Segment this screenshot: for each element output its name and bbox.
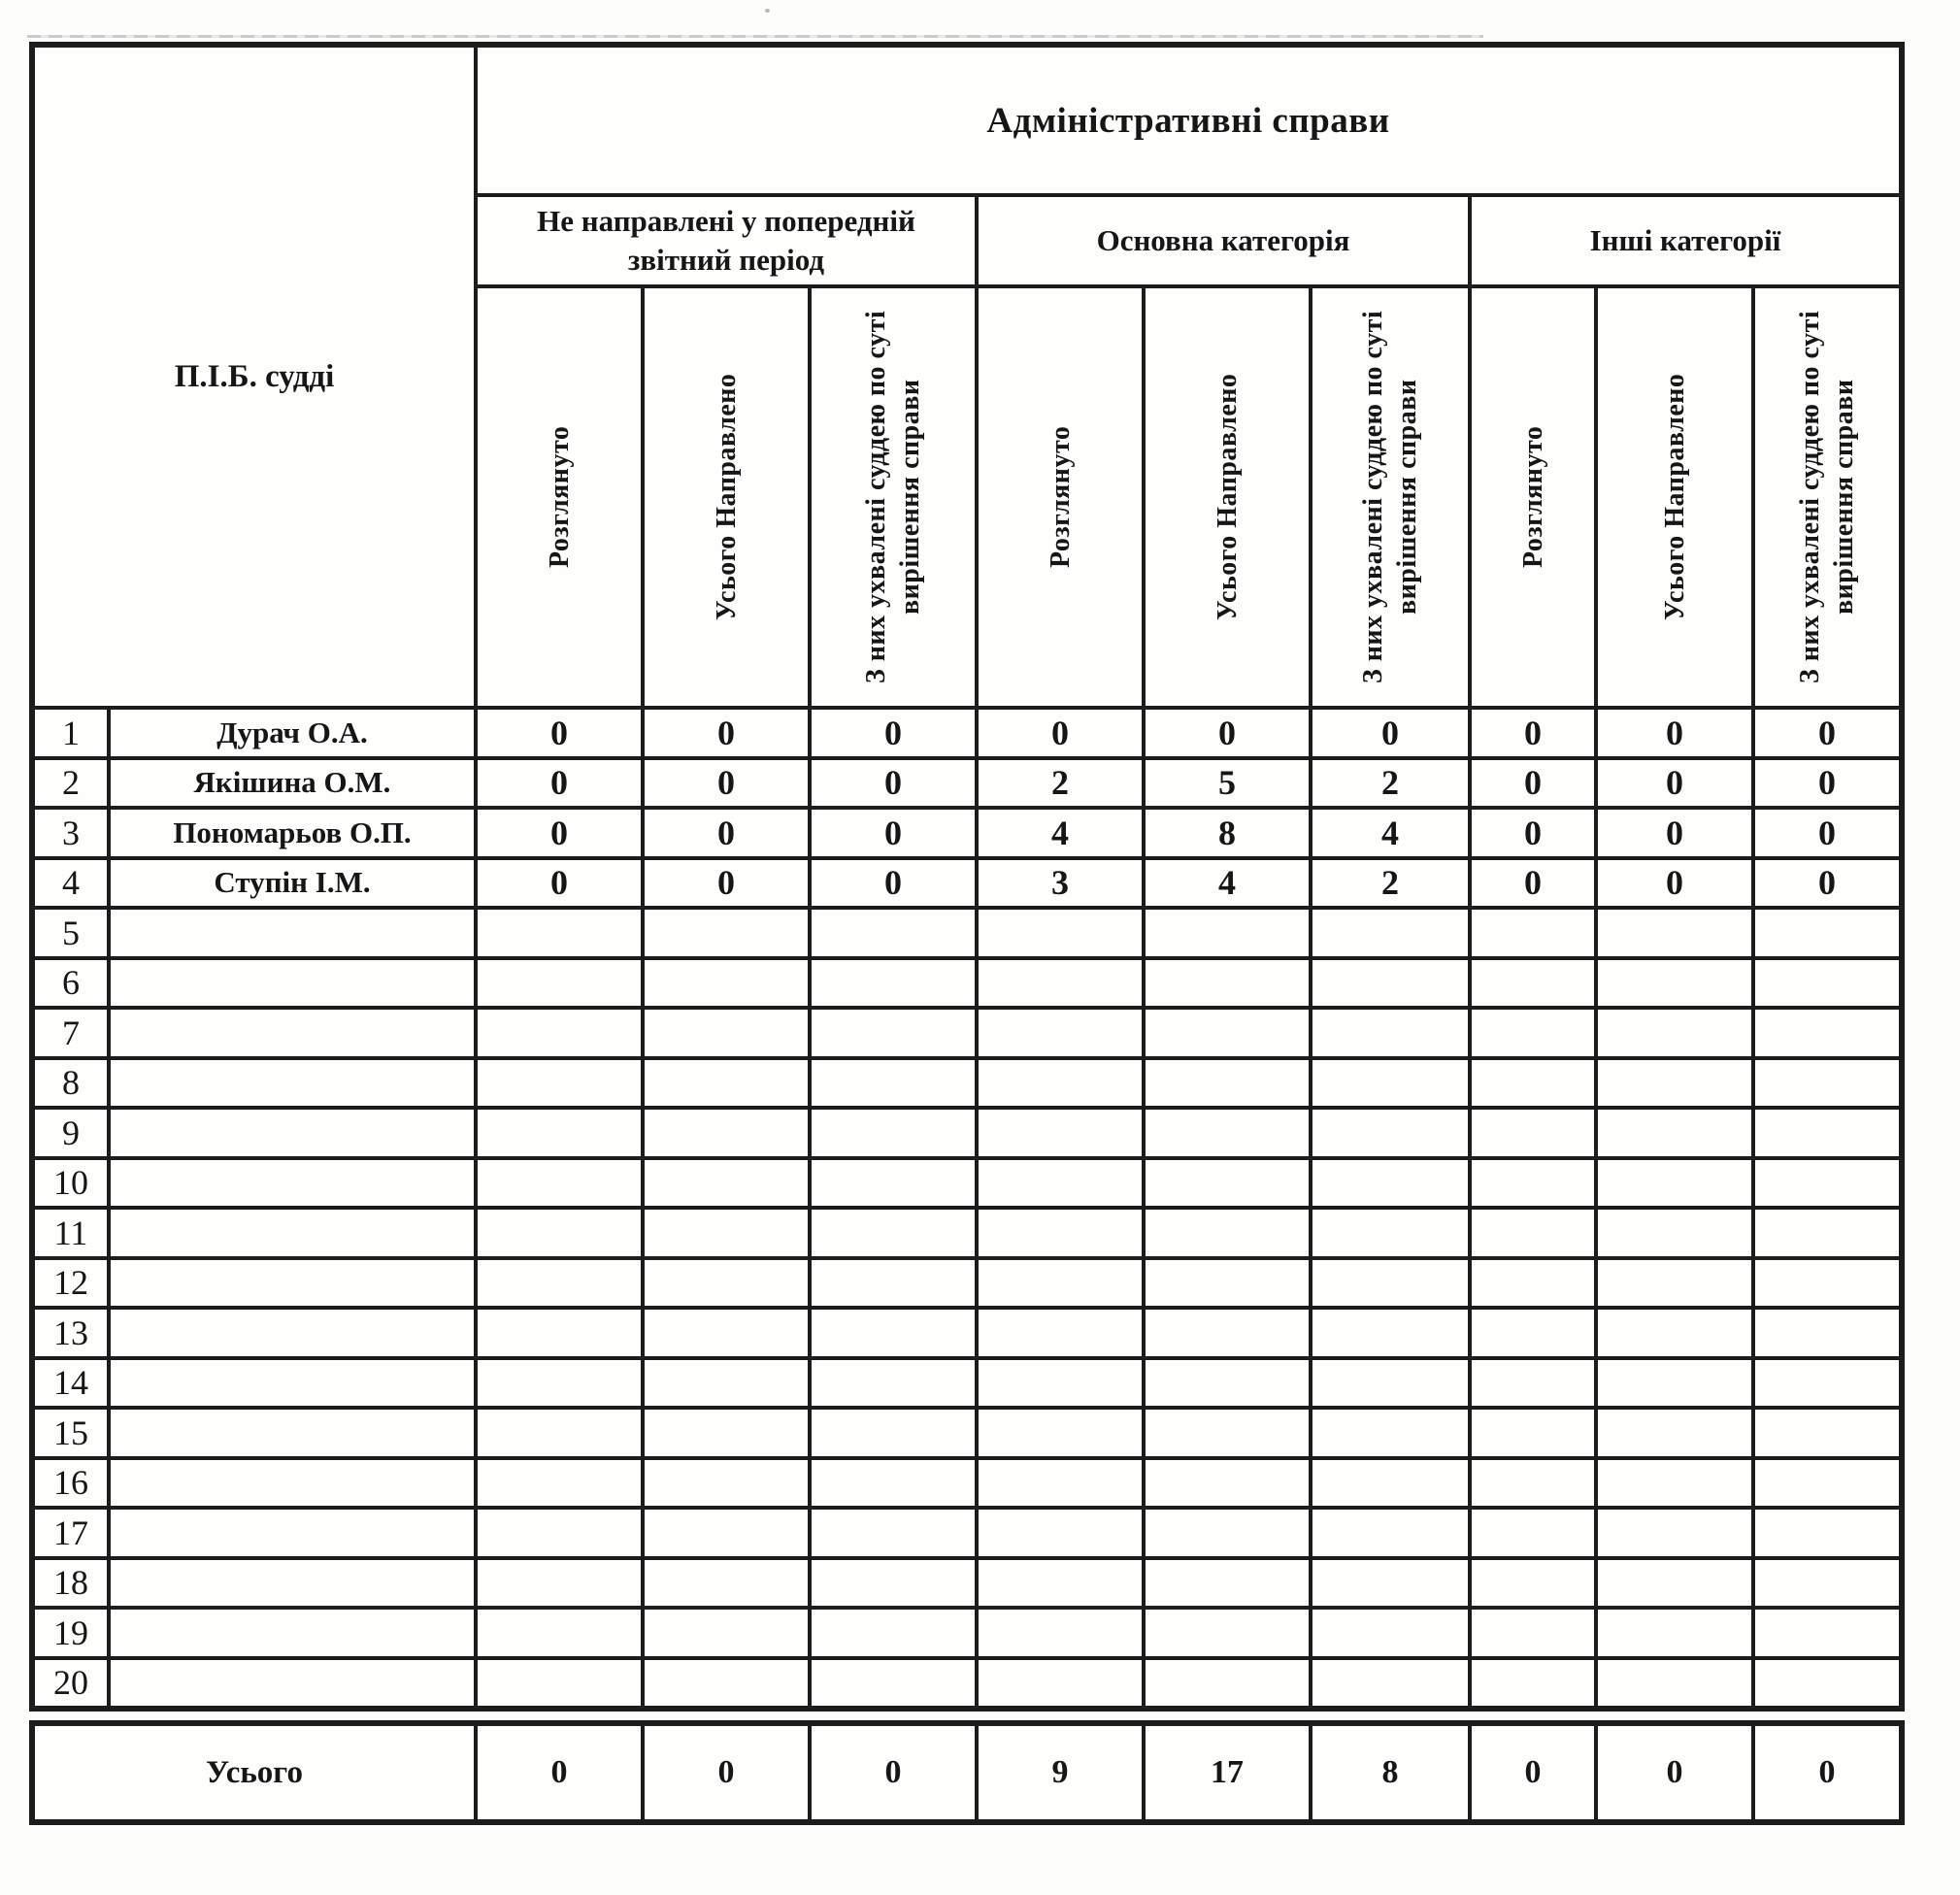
value-cell	[1312, 1360, 1468, 1407]
scan-artifact-speck	[765, 9, 770, 13]
value-cell	[979, 1110, 1142, 1156]
rotated-header-text: Усього Направлено	[1659, 373, 1690, 621]
value-cell	[979, 1410, 1142, 1456]
value-cell	[1472, 960, 1594, 1007]
value-cell	[478, 1560, 641, 1607]
value-cell	[1598, 910, 1751, 956]
value-cell	[1472, 1360, 1594, 1407]
value-cell	[1146, 1660, 1309, 1707]
value-cell	[1146, 1210, 1309, 1256]
value-cell	[1146, 1560, 1309, 1607]
value-cell	[1598, 1460, 1751, 1507]
value-cell	[979, 1060, 1142, 1107]
value-cell	[645, 1660, 808, 1707]
value-cell	[645, 1160, 808, 1207]
value-cell	[1146, 1360, 1309, 1407]
value-cell	[478, 1210, 641, 1256]
value-cell: 0	[478, 760, 641, 807]
value-cell	[645, 1010, 808, 1056]
row-number: 2	[35, 760, 107, 807]
row-number: 19	[35, 1610, 107, 1656]
value-cell	[1472, 1010, 1594, 1056]
judge-name	[111, 1060, 474, 1107]
statistics-table	[29, 42, 1905, 1712]
value-cell	[478, 1310, 641, 1356]
judge-name	[111, 1010, 474, 1056]
value-cell	[1755, 1260, 1899, 1307]
totals-value: 8	[1312, 1726, 1468, 1819]
value-cell	[812, 1560, 975, 1607]
row-number: 15	[35, 1410, 107, 1456]
value-cell: 4	[1146, 860, 1309, 907]
value-cell	[812, 1160, 975, 1207]
rotated-header-text: Усього Направлено	[711, 373, 742, 621]
value-cell	[1472, 1310, 1594, 1356]
value-cell	[1755, 1360, 1899, 1407]
row-number: 17	[35, 1510, 107, 1556]
value-cell	[812, 960, 975, 1007]
value-cell	[1598, 1360, 1751, 1407]
value-cell	[1472, 1560, 1594, 1607]
value-cell	[1312, 1460, 1468, 1507]
value-cell	[478, 960, 641, 1007]
value-cell	[1312, 1160, 1468, 1207]
value-cell	[1472, 1260, 1594, 1307]
judge-name	[111, 910, 474, 956]
row-number: 12	[35, 1260, 107, 1307]
value-cell	[1472, 1210, 1594, 1256]
value-cell	[478, 1610, 641, 1656]
value-cell	[979, 1160, 1142, 1207]
value-cell: 4	[1312, 810, 1468, 856]
value-cell	[1598, 1110, 1751, 1156]
value-cell	[812, 1610, 975, 1656]
value-cell	[979, 1460, 1142, 1507]
value-cell	[812, 1260, 975, 1307]
value-cell	[979, 1210, 1142, 1256]
value-cell	[1598, 1210, 1751, 1256]
rotated-header-text: Усього Направлено	[1212, 373, 1243, 621]
value-cell	[1312, 960, 1468, 1007]
column-header-total-sent-3	[1598, 288, 1751, 706]
value-cell	[1755, 960, 1899, 1007]
judge-name	[111, 1460, 474, 1507]
value-cell	[1146, 1410, 1309, 1456]
value-cell	[1146, 1260, 1309, 1307]
value-cell	[478, 1410, 641, 1456]
row-number: 18	[35, 1560, 107, 1607]
rotated-header-text: Розглянуто	[544, 425, 575, 569]
value-cell	[645, 1560, 808, 1607]
value-cell	[1146, 1610, 1309, 1656]
column-header-decided-on-merits-1	[812, 288, 975, 706]
value-cell: 0	[1472, 860, 1594, 907]
value-cell	[812, 1010, 975, 1056]
value-cell	[1598, 1310, 1751, 1356]
value-cell	[979, 1560, 1142, 1607]
value-cell	[1598, 1510, 1751, 1556]
value-cell	[1312, 1610, 1468, 1656]
value-cell: 0	[979, 710, 1142, 756]
row-number: 13	[35, 1310, 107, 1356]
value-cell: 0	[1598, 810, 1751, 856]
value-cell: 0	[645, 810, 808, 856]
value-cell	[1146, 1160, 1309, 1207]
value-cell	[1472, 1410, 1594, 1456]
value-cell	[812, 1110, 975, 1156]
column-header-considered-1	[478, 288, 641, 706]
judge-name	[111, 1560, 474, 1607]
value-cell	[979, 1010, 1142, 1056]
totals-value: 0	[1472, 1726, 1594, 1819]
value-cell	[979, 1610, 1142, 1656]
value-cell	[1755, 1060, 1899, 1107]
value-cell	[1755, 1660, 1899, 1707]
value-cell	[645, 1110, 808, 1156]
judge-name	[111, 1260, 474, 1307]
value-cell: 0	[812, 860, 975, 907]
row-number: 3	[35, 810, 107, 856]
value-cell: 0	[1312, 710, 1468, 756]
value-cell: 0	[1755, 760, 1899, 807]
value-cell	[979, 910, 1142, 956]
value-cell	[1312, 1510, 1468, 1556]
value-cell	[1755, 1210, 1899, 1256]
value-cell	[1598, 1010, 1751, 1056]
value-cell: 0	[1472, 710, 1594, 756]
scan-artifact-top-edge	[27, 35, 1483, 38]
value-cell	[1755, 1110, 1899, 1156]
column-header-considered-3	[1472, 288, 1594, 706]
judge-name	[111, 1110, 474, 1156]
value-cell	[1472, 1610, 1594, 1656]
value-cell	[1472, 1110, 1594, 1156]
value-cell	[1755, 1560, 1899, 1607]
value-cell	[1312, 1060, 1468, 1107]
judge-name	[111, 1210, 474, 1256]
rotated-header-text: Розглянуто	[1517, 425, 1548, 569]
value-cell: 0	[1755, 710, 1899, 756]
column-header-decided-on-merits-3	[1755, 288, 1899, 706]
totals-value: 0	[1755, 1726, 1899, 1819]
rotated-header-text: З них ухвалені суддею по суті вирішення справи	[1795, 310, 1859, 684]
value-cell: 2	[1312, 760, 1468, 807]
value-cell	[1755, 1160, 1899, 1207]
value-cell	[812, 1510, 975, 1556]
value-cell	[1472, 1160, 1594, 1207]
row-number: 7	[35, 1010, 107, 1056]
value-cell	[812, 1460, 975, 1507]
value-cell	[1312, 910, 1468, 956]
value-cell	[1312, 1010, 1468, 1056]
value-cell: 0	[1598, 860, 1751, 907]
value-cell	[1472, 1060, 1594, 1107]
column-header-decided-on-merits-2	[1312, 288, 1468, 706]
value-cell: 0	[812, 710, 975, 756]
row-number: 8	[35, 1060, 107, 1107]
column-header-total-sent-2	[1146, 288, 1309, 706]
value-cell: 0	[478, 860, 641, 907]
totals-label: Усього	[35, 1726, 474, 1819]
value-cell	[979, 1360, 1142, 1407]
value-cell: 0	[645, 710, 808, 756]
group-header-main-category: Основна категорія	[979, 197, 1468, 284]
value-cell	[478, 1060, 641, 1107]
value-cell	[1146, 1010, 1309, 1056]
group-header-other-categories: Інші категорії	[1472, 197, 1899, 284]
row-number: 20	[35, 1660, 107, 1707]
value-cell	[1598, 1260, 1751, 1307]
value-cell	[1755, 910, 1899, 956]
value-cell	[1598, 1160, 1751, 1207]
value-cell: 0	[478, 810, 641, 856]
table-title: Адміністративні справи	[478, 48, 1899, 193]
value-cell	[1755, 1310, 1899, 1356]
value-cell: 0	[1598, 710, 1751, 756]
value-cell	[1312, 1410, 1468, 1456]
judge-name	[111, 1410, 474, 1456]
value-cell	[645, 1360, 808, 1407]
value-cell: 8	[1146, 810, 1309, 856]
value-cell	[1755, 1510, 1899, 1556]
value-cell	[979, 1510, 1142, 1556]
value-cell: 0	[1755, 810, 1899, 856]
value-cell	[1312, 1110, 1468, 1156]
judge-name	[111, 1510, 474, 1556]
value-cell	[645, 1460, 808, 1507]
judge-name: Ступін І.М.	[111, 860, 474, 907]
value-cell	[1755, 1610, 1899, 1656]
value-cell	[1146, 1510, 1309, 1556]
value-cell	[1755, 1410, 1899, 1456]
row-number: 10	[35, 1160, 107, 1207]
value-cell	[812, 1210, 975, 1256]
value-cell	[1598, 1060, 1751, 1107]
tables-wrapper	[29, 42, 1905, 1825]
value-cell	[1312, 1260, 1468, 1307]
judge-name: Якішина О.М.	[111, 760, 474, 807]
value-cell	[1146, 1460, 1309, 1507]
value-cell: 4	[979, 810, 1142, 856]
totals-value: 17	[1146, 1726, 1309, 1819]
value-cell	[1472, 1460, 1594, 1507]
value-cell	[1312, 1210, 1468, 1256]
value-cell: 0	[645, 860, 808, 907]
value-cell	[478, 1010, 641, 1056]
value-cell	[1755, 1460, 1899, 1507]
value-cell	[645, 1510, 808, 1556]
value-cell	[645, 1410, 808, 1456]
value-cell	[1472, 1510, 1594, 1556]
value-cell	[478, 910, 641, 956]
column-header-considered-2	[979, 288, 1142, 706]
totals-value: 0	[478, 1726, 641, 1819]
value-cell	[812, 910, 975, 956]
judge-name: Дурач О.А.	[111, 710, 474, 756]
value-cell	[645, 1310, 808, 1356]
value-cell	[1472, 1660, 1594, 1707]
totals-value: 0	[645, 1726, 808, 1819]
value-cell	[478, 1260, 641, 1307]
value-cell	[478, 1360, 641, 1407]
value-cell	[645, 1210, 808, 1256]
row-number: 4	[35, 860, 107, 907]
row-number: 1	[35, 710, 107, 756]
value-cell	[1598, 1660, 1751, 1707]
value-cell	[1598, 1410, 1751, 1456]
judge-name: Пономарьов О.П.	[111, 810, 474, 856]
value-cell: 2	[979, 760, 1142, 807]
value-cell	[979, 1660, 1142, 1707]
value-cell	[979, 1260, 1142, 1307]
value-cell	[1472, 910, 1594, 956]
value-cell	[979, 960, 1142, 1007]
value-cell	[1755, 1010, 1899, 1056]
value-cell: 0	[812, 810, 975, 856]
corner-header-judge-name: П.І.Б. судді	[35, 48, 474, 706]
value-cell	[645, 1060, 808, 1107]
value-cell: 0	[1472, 810, 1594, 856]
judge-name	[111, 960, 474, 1007]
value-cell	[1146, 1060, 1309, 1107]
value-cell	[478, 1160, 641, 1207]
row-number: 5	[35, 910, 107, 956]
value-cell	[478, 1510, 641, 1556]
row-number: 6	[35, 960, 107, 1007]
value-cell: 3	[979, 860, 1142, 907]
value-cell	[1598, 960, 1751, 1007]
value-cell	[1146, 960, 1309, 1007]
judge-name	[111, 1660, 474, 1707]
value-cell	[812, 1360, 975, 1407]
value-cell	[1312, 1560, 1468, 1607]
value-cell	[1312, 1310, 1468, 1356]
value-cell: 0	[1472, 760, 1594, 807]
value-cell	[812, 1060, 975, 1107]
value-cell	[1312, 1660, 1468, 1707]
value-cell	[1598, 1560, 1751, 1607]
totals-value: 0	[1598, 1726, 1751, 1819]
value-cell	[1598, 1610, 1751, 1656]
value-cell	[979, 1310, 1142, 1356]
value-cell	[645, 1610, 808, 1656]
row-number: 16	[35, 1460, 107, 1507]
group-header-not-sent-previous-period: Не направлені у попередній звітний період	[478, 197, 975, 284]
row-number: 9	[35, 1110, 107, 1156]
value-cell: 0	[1755, 860, 1899, 907]
value-cell: 0	[1146, 710, 1309, 756]
value-cell	[645, 1260, 808, 1307]
rotated-header-text: З них ухвалені суддею по суті вирішення справи	[1358, 310, 1422, 684]
rotated-header-text: З них ухвалені суддею по суті вирішення справи	[861, 310, 925, 684]
value-cell: 0	[1598, 760, 1751, 807]
judge-name	[111, 1310, 474, 1356]
value-cell	[478, 1460, 641, 1507]
value-cell	[645, 910, 808, 956]
value-cell	[1146, 1110, 1309, 1156]
judge-name	[111, 1610, 474, 1656]
totals-value: 9	[979, 1726, 1142, 1819]
value-cell	[478, 1110, 641, 1156]
value-cell	[812, 1410, 975, 1456]
judge-name	[111, 1160, 474, 1207]
value-cell: 0	[812, 760, 975, 807]
value-cell: 5	[1146, 760, 1309, 807]
value-cell	[1146, 1310, 1309, 1356]
value-cell	[1146, 910, 1309, 956]
value-cell: 0	[645, 760, 808, 807]
row-number: 14	[35, 1360, 107, 1407]
row-number: 11	[35, 1210, 107, 1256]
value-cell	[645, 960, 808, 1007]
value-cell: 0	[478, 710, 641, 756]
value-cell	[812, 1660, 975, 1707]
rotated-header-text: Розглянуто	[1045, 425, 1076, 569]
value-cell	[478, 1660, 641, 1707]
column-header-total-sent-1	[645, 288, 808, 706]
value-cell: 2	[1312, 860, 1468, 907]
totals-value: 0	[812, 1726, 975, 1819]
value-cell	[812, 1310, 975, 1356]
totals-table	[29, 1720, 1905, 1825]
judge-name	[111, 1360, 474, 1407]
